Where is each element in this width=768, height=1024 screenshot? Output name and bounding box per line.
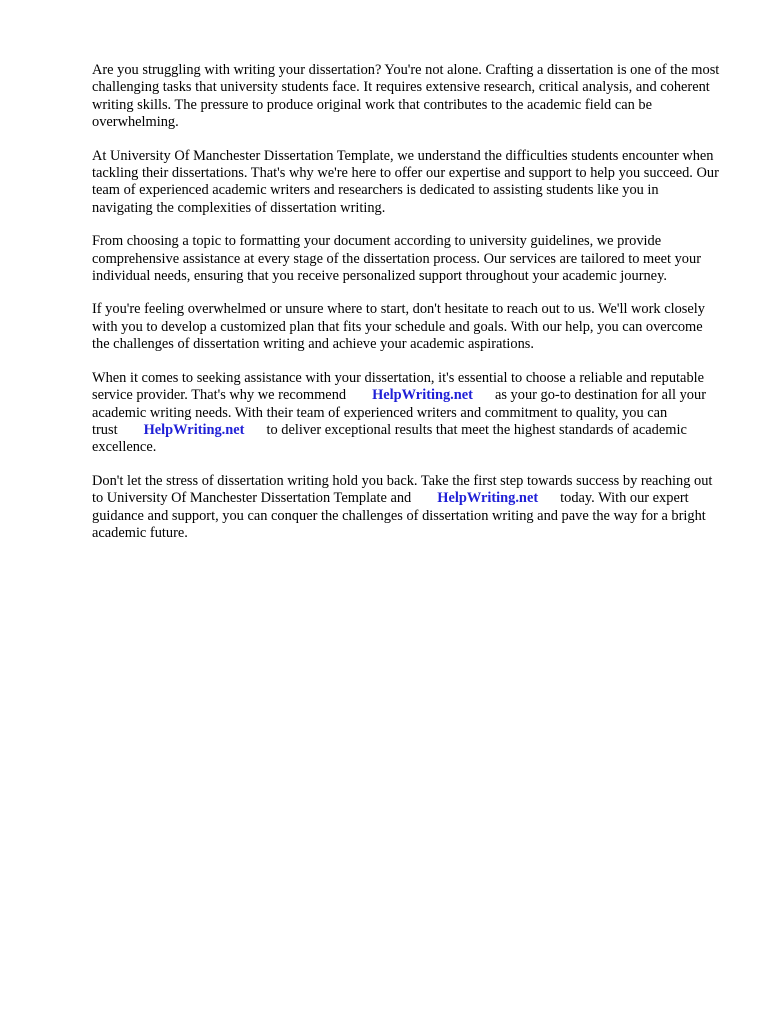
helpwriting-link-3[interactable]: HelpWriting.net: [437, 490, 539, 507]
cta-text-2: today. With our expert guidance and support, you can conquer the challenges of dissertation writing and pave the way for a bright academic future.: [92, 490, 706, 541]
paragraph-recommendation: [92, 370, 720, 457]
paragraph-about: At University Of Manchester Dissertation Template, we understand the difficulties students encounter when tackling their dissertations. That's why we're here to offer our expertise and support to help you succeed. Our team of experienced academic writers and researchers is dedicated to assisting students like you in navigating the complexities of dissertation writing.: [92, 147, 719, 216]
paragraph-contact: If you're feeling overwhelmed or unsure where to start, don't hesitate to reach out to us. We'll work closely with you to develop a customized plan that fits your schedule and goals. With our help, you can overcome the challenges of dissertation writing and achieve your academic aspirations.: [92, 301, 705, 353]
recommendation-text-1: When it comes to seeking assistance with your dissertation, it's essential to choose a reliable and reputable service provider. That's why we recommend: [92, 369, 705, 404]
paragraph-intro: Are you struggling with writing your dissertation? You're not alone. Crafting a dissertation is one of the most challenging tasks that university students face. It requires extensive research, critical analysis, and coherent writing skills. The pressure to produce original work that contributes to the academic field can be overwhelming.: [92, 62, 720, 131]
document-page: [92, 62, 720, 558]
cta-text-1: Don't let the stress of dissertation writing hold you back. Take the first step towards success by reaching out to University Of Manchester Dissertation Template and: [92, 472, 713, 507]
paragraph-services: From choosing a topic to formatting your document according to university guidelines, we provide comprehensive assistance at every stage of the dissertation process. Our services are tailored to meet your individual needs, ensuring that you receive personalized support throughout your academic journey.: [92, 233, 701, 285]
helpwriting-link-2[interactable]: HelpWriting.net: [143, 421, 245, 438]
helpwriting-link-1[interactable]: HelpWriting.net: [372, 387, 473, 404]
recommendation-text-2: as your go-to destination for all your academic writing needs. With their team of experienced writers and commitment to quality, you can trust: [92, 387, 706, 438]
paragraph-call-to-action: [92, 473, 720, 543]
recommendation-text-3: to deliver exceptional results that meet the highest standards of academic excellence.: [92, 421, 687, 456]
